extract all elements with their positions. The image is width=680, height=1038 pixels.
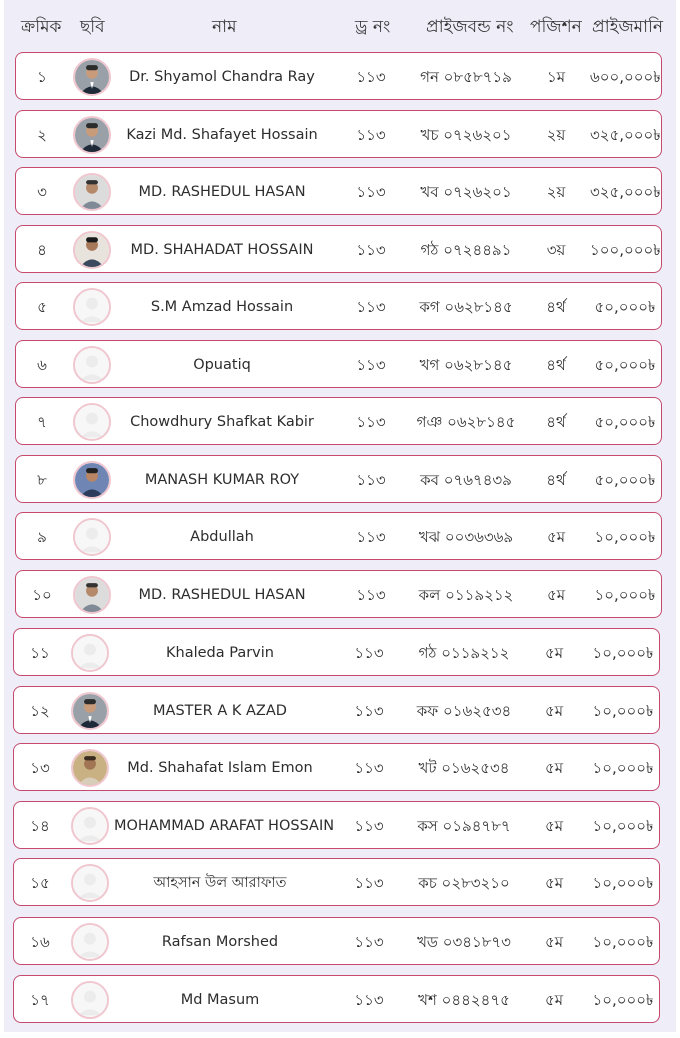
winner-photo [73, 116, 111, 154]
winner-name: Chowdhury Shafkat Kabir [130, 414, 314, 430]
draw-number: ১১৩ [354, 759, 384, 777]
winner-name: Rafsan Morshed [161, 934, 279, 950]
header-position: পজিশন [530, 17, 582, 37]
position: ৫ম [544, 644, 564, 662]
draw-number: ১১৩ [354, 817, 384, 835]
draw-number: ১১৩ [356, 356, 386, 374]
header-draw: ড্র নং [355, 17, 391, 37]
table-row [13, 801, 660, 849]
draw-number: ১১৩ [354, 644, 384, 662]
draw-number: ১১৩ [356, 241, 386, 259]
serial-number: ৫ [37, 298, 47, 316]
winner-photo [73, 58, 111, 96]
prize-money: ৫০,০০০৳ [594, 413, 656, 431]
position: ৫ম [544, 874, 564, 892]
table-row [13, 743, 660, 791]
table-row [13, 628, 660, 676]
position: ৫ম [546, 528, 566, 546]
table-row [13, 975, 660, 1023]
winner-photo [73, 288, 111, 326]
prize-bond-number: খঝ ০০৩৬৩৬৯ [418, 528, 514, 546]
serial-number: ১২ [30, 702, 50, 720]
winner-photo [73, 231, 111, 269]
prize-bond-number: কস ০১৯৪৭৮৭ [417, 817, 511, 835]
prize-money: ১০,০০০৳ [592, 644, 654, 662]
winner-photo [71, 807, 109, 845]
draw-number: ১১৩ [356, 126, 386, 144]
position: ৫ম [546, 586, 566, 604]
draw-number: ১১৩ [356, 68, 386, 86]
position: ১ম [546, 68, 566, 86]
winner-photo [71, 634, 109, 672]
serial-number: ২ [37, 126, 47, 144]
prize-bond-number: খট ০১৬২৫৩৪ [418, 759, 510, 777]
prize-money: ৫০,০০০৳ [594, 471, 656, 489]
prize-money: ১০,০০০৳ [592, 933, 654, 951]
winner-photo [73, 461, 111, 499]
table-row [15, 225, 662, 273]
header-name: নাম [212, 17, 237, 37]
prize-money: ৫০,০০০৳ [594, 298, 656, 316]
position: ২য় [546, 126, 566, 144]
position: ৩য় [546, 241, 566, 259]
prize-money: ১০,০০০৳ [594, 586, 656, 604]
winner-name: MOHAMMAD ARAFAT HOSSAIN [114, 818, 335, 834]
prize-bond-number: কব ০৭৬৭৪৩৯ [420, 471, 512, 489]
serial-number: ১ [37, 68, 47, 86]
winner-photo [71, 923, 109, 961]
position: ৫ম [544, 759, 564, 777]
prize-money: ১০,০০০৳ [592, 702, 654, 720]
prize-bond-number: গঠ ০৭২৪৪৯১ [420, 241, 512, 259]
prize-money: ১০,০০০৳ [592, 759, 654, 777]
table-row [13, 686, 660, 734]
serial-number: ৮ [37, 471, 47, 489]
winner-name: S.M Amzad Hossain [150, 299, 294, 315]
winner-name: MD. RASHEDUL HASAN [138, 587, 306, 603]
position: ৪র্থ [546, 471, 566, 489]
winner-photo [73, 518, 111, 556]
position: ৫ম [544, 991, 564, 1009]
position: ৫ম [544, 817, 564, 835]
draw-number: ১১৩ [356, 183, 386, 201]
header-photo: ছবি [80, 17, 105, 37]
draw-number: ১১৩ [356, 413, 386, 431]
winner-name: Opuatiq [193, 357, 251, 373]
winner-photo [73, 173, 111, 211]
prize-bond-number: কফ ০১৬২৫৩৪ [416, 702, 512, 720]
winner-name: Khaleda Parvin [166, 645, 274, 661]
serial-number: ৬ [37, 356, 47, 374]
winner-name: MD. RASHEDUL HASAN [138, 184, 306, 200]
prize-money: ১০,০০০৳ [594, 528, 656, 546]
header-serial: ক্রমিক [21, 17, 62, 37]
prize-bond-number: গঠ ০১১৯২১২ [418, 644, 510, 662]
prize-money: ১০,০০০৳ [592, 817, 654, 835]
prize-money: ১০,০০০৳ [592, 991, 654, 1009]
position: ৪র্থ [546, 413, 566, 431]
table-row [15, 512, 662, 560]
table-row [13, 858, 660, 906]
serial-number: ৪ [37, 241, 47, 259]
draw-number: ১১৩ [354, 933, 384, 951]
prize-money: ৩২৫,০০০৳ [590, 183, 661, 201]
winner-name: Kazi Md. Shafayet Hossain [126, 127, 318, 143]
position: ২য় [546, 183, 566, 201]
prize-bond-number: কচ ০২৮৩২১০ [418, 874, 510, 892]
table-row [15, 52, 662, 100]
winner-name: Md Masum [180, 992, 260, 1008]
header-bond: প্রাইজবন্ড নং [426, 17, 514, 37]
prize-money: ৫০,০০০৳ [594, 356, 656, 374]
table-row [15, 340, 662, 388]
prize-bond-number: গঞ ০৬২৮১৪৫ [416, 413, 516, 431]
draw-number: ১১৩ [356, 586, 386, 604]
winner-photo [71, 981, 109, 1019]
header-prize: প্রাইজমানি [592, 17, 664, 37]
draw-number: ১১৩ [356, 528, 386, 546]
prize-bond-number: কল ০১১৯২১২ [418, 586, 514, 604]
draw-number: ১১৩ [354, 874, 384, 892]
draw-number: ১১৩ [356, 471, 386, 489]
serial-number: ৭ [37, 413, 47, 431]
position: ৪র্থ [546, 298, 566, 316]
prize-money: ৩২৫,০০০৳ [590, 126, 661, 144]
prize-money: ১০,০০০৳ [592, 874, 654, 892]
draw-number: ১১৩ [356, 298, 386, 316]
winner-name: Abdullah [190, 529, 254, 545]
table-row [15, 570, 662, 618]
prize-money: ১০০,০০০৳ [590, 241, 661, 259]
winner-name: Md. Shahafat Islam Emon [127, 760, 313, 776]
serial-number: ১৬ [30, 933, 50, 951]
table-row [15, 455, 662, 503]
winner-name: MD. SHAHADAT HOSSAIN [130, 242, 314, 258]
prize-bond-number: খচ ০৭২৬২০১ [420, 126, 512, 144]
winner-photo [73, 346, 111, 384]
table-header [8, 4, 672, 48]
winner-name: MASTER A K AZAD [153, 703, 287, 719]
position: ৫ম [544, 702, 564, 720]
serial-number: ১০ [32, 586, 52, 604]
winner-name: MANASH KUMAR ROY [144, 472, 300, 488]
winner-photo [73, 403, 111, 441]
draw-number: ১১৩ [354, 702, 384, 720]
table-row [15, 110, 662, 158]
serial-number: ১৩ [30, 759, 50, 777]
serial-number: ১৪ [30, 817, 50, 835]
table-row [15, 282, 662, 330]
table-row [13, 917, 660, 965]
table-row [15, 167, 662, 215]
prize-money: ৬০০,০০০৳ [590, 68, 661, 86]
serial-number: ৯ [37, 528, 47, 546]
draw-number: ১১৩ [354, 991, 384, 1009]
serial-number: ১১ [30, 644, 50, 662]
winner-photo [71, 749, 109, 787]
prize-bond-number: গন ০৮৫৮৭১৯ [420, 68, 512, 86]
prize-bond-number: কগ ০৬২৮১৪৫ [419, 298, 513, 316]
winner-photo [71, 692, 109, 730]
winner-name: আহসান উল আরাফাত [153, 875, 287, 891]
serial-number: ৩ [37, 183, 47, 201]
winner-name: Dr. Shyamol Chandra Ray [129, 69, 315, 85]
serial-number: ১৭ [30, 991, 50, 1009]
winner-photo [71, 864, 109, 902]
serial-number: ১৫ [30, 874, 50, 892]
prize-bond-number: খশ ০৪৪২৪৭৫ [418, 991, 510, 1009]
winner-photo [73, 576, 111, 614]
prize-bond-number: খব ০৭২৬২০১ [420, 183, 512, 201]
prize-bond-number: খড ০৩৪১৮৭৩ [417, 933, 511, 951]
table-row [15, 397, 662, 445]
position: ৫ম [544, 933, 564, 951]
position: ৪র্থ [546, 356, 566, 374]
prize-bond-number: খগ ০৬২৮১৪৫ [419, 356, 513, 374]
